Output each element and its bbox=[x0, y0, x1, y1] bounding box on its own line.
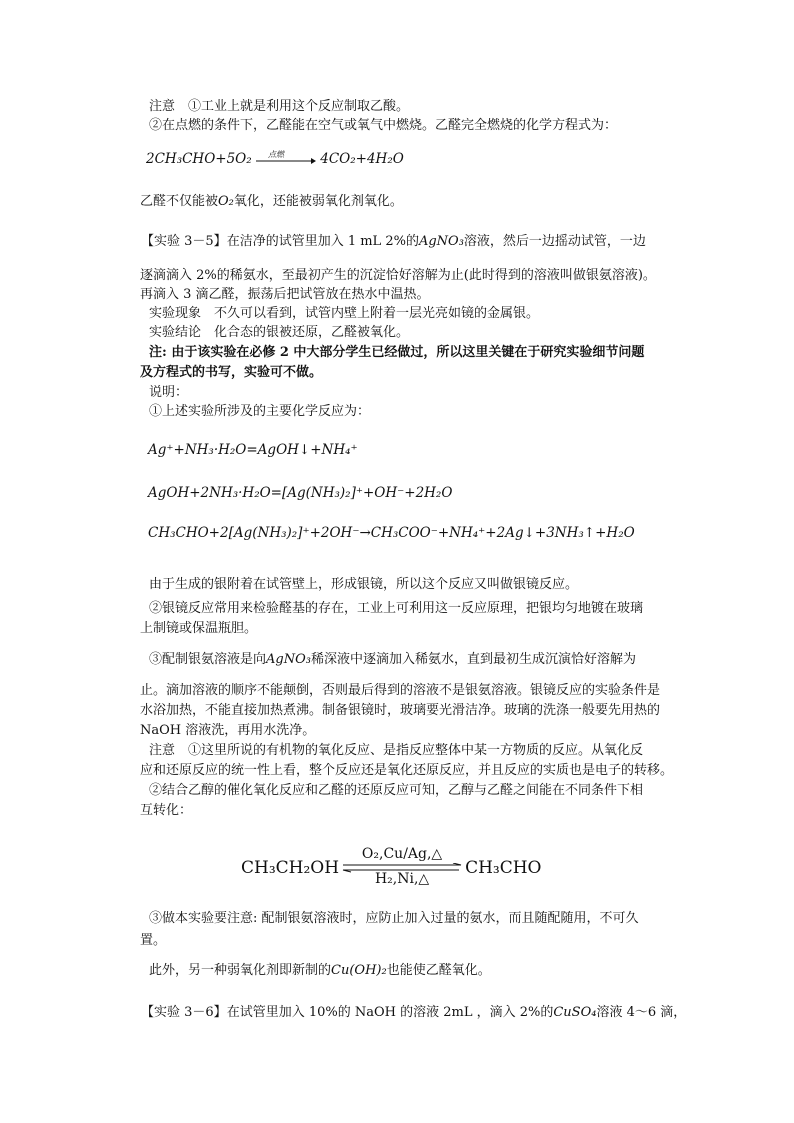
paragraph-line-30 bbox=[149, 962, 491, 980]
note-line-1: 注意 ①工业上就是利用这个反应制取乙酸。 bbox=[149, 99, 410, 114]
formula-agno3: AgNO₃ bbox=[266, 652, 311, 667]
bold-note-line-1: 注: 由于该实验在必修 2 中大部分学生已经做过，所以这里关键在于研究实验细节问题 bbox=[149, 345, 645, 360]
paragraph-line-20 bbox=[149, 651, 636, 669]
text-part: 此外，另一种弱氧化剂即新制的 bbox=[149, 963, 332, 978]
equation-left: 2CH₃CHO+5O₂ bbox=[146, 151, 252, 167]
reverse-condition: H₂,Ni,△ bbox=[374, 871, 430, 887]
explanation-item-1: ①上述实验所涉及的主要化学反应为： bbox=[149, 404, 371, 419]
experiment-tag: 【实验 3－5】 bbox=[141, 234, 227, 249]
experiment-tag: 【实验 3－6】 bbox=[141, 1005, 227, 1020]
paragraph-line-6: 逐滴滴入 2%的稀氨水，至最初产生的沉淀恰好溶解为止(此时得到的溶液叫做银氨溶液)。 bbox=[140, 268, 656, 283]
text-part: 溶液，然后一边摇动试管，一边 bbox=[463, 234, 646, 249]
paragraph-line-29: 置。 bbox=[140, 933, 167, 948]
paragraph-line-24: 注意 ①这里所说的有机物的氧化反应、是指反应整体中某一方物质的反应。从氧化反 bbox=[149, 743, 644, 758]
text-part: 溶液 4～6 滴， bbox=[596, 1005, 687, 1020]
paragraph-line-28: ③做本实验要注意: 配制银氨溶液时，应防止加入过量的氨水，而且随配随用，不可久 bbox=[149, 911, 639, 926]
paragraph-line-26: ②结合乙醇的催化氧化反应和乙醛的还原反应可知，乙醇与乙醛之间能在不同条件下相 bbox=[149, 783, 644, 798]
arrow-icon bbox=[256, 157, 316, 165]
paragraph-line-21: 止。滴加溶液的顺序不能颠倒，否则最后得到的溶液不是银氨溶液。银镜反应的实验条件是 bbox=[140, 683, 661, 698]
equation-4: CH₃CHO+2[Ag(NH₃)₂]⁺+2OH⁻→CH₃COO⁻+NH₄⁺+2Ag↓+3NH₃↑+H₂O bbox=[148, 525, 635, 541]
equation-2: Ag⁺+NH₃·H₂O=AgOH↓+NH₄⁺ bbox=[148, 442, 358, 458]
paragraph-line-18: ②银镜反应常用来检验醛基的存在，工业上可利用这一反应原理，把银均匀地镀在玻璃 bbox=[149, 601, 644, 616]
formula-agno3: AgNO₃ bbox=[418, 234, 464, 249]
phenomenon-line: 实验现象 不久可以看到，试管内壁上附着一层光亮如镜的金属银。 bbox=[149, 306, 540, 321]
reaction-conditions bbox=[341, 846, 463, 890]
formula-cuso4: CuSO₄ bbox=[553, 1005, 597, 1020]
text-part: 在洁净的试管里加入 1 mL 2%的 bbox=[226, 234, 419, 249]
text-part: 也能使乙醛氧化。 bbox=[386, 963, 491, 978]
paragraph-line-25: 应和还原反应的统一性上看，整个反应还是氧化还原反应，并且反应的实质也是电子的转移。 bbox=[140, 763, 674, 778]
conclusion-line: 实验结论 化合态的银被还原，乙醛被氧化。 bbox=[149, 325, 410, 340]
bold-note-line-2: 及方程式的书写，实验可不做。 bbox=[140, 365, 323, 380]
combustion-equation bbox=[146, 150, 404, 168]
condition-arrow bbox=[256, 149, 316, 167]
experiment-3-5-line bbox=[141, 233, 646, 251]
paragraph-line-23: NaOH 溶液洗，再用水洗净。 bbox=[140, 723, 316, 738]
formula-o2: O₂ bbox=[218, 194, 234, 209]
text-part: 在试管里加入 10%的 NaOH 的溶液 2mL ，滴入 2%的 bbox=[226, 1005, 554, 1020]
note-line-2: ②在点燃的条件下，乙醛能在空气或氧气中燃烧。乙醛完全燃烧的化学方程式为： bbox=[149, 118, 618, 133]
equation-right: 4CO₂+4H₂O bbox=[320, 151, 404, 167]
experiment-3-6-line bbox=[141, 1004, 686, 1022]
product: CH₃CHO bbox=[465, 858, 542, 878]
reversible-reaction bbox=[241, 846, 541, 890]
text-part: 稀深液中逐滴加入稀氨水，直到最初生成沉演恰好溶解为 bbox=[310, 652, 636, 667]
reactant: CH₃CH₂OH bbox=[241, 858, 340, 878]
paragraph-line-7: 再滴入 3 滴乙醛，振荡后把试管放在热水中温热。 bbox=[140, 287, 430, 302]
equation-3: AgOH+2NH₃·H₂O=[Ag(NH₃)₂]⁺+OH⁻+2H₂O bbox=[148, 485, 453, 501]
text-part: 氧化，还能被弱氧化剂氧化。 bbox=[233, 194, 403, 209]
forward-condition: O₂,Cu/Ag,△ bbox=[361, 846, 443, 862]
text-part: 乙醛不仅能被 bbox=[140, 194, 219, 209]
explanation-heading: 说明： bbox=[149, 385, 189, 400]
oxidation-line bbox=[140, 193, 403, 211]
paragraph-line-22: 水浴加热，不能直接加热煮沸。制备银镜时，玻璃要光滑洁净。玻璃的洗涤一般要先用热的 bbox=[140, 703, 661, 718]
paragraph-line-17: 由于生成的银附着在试管壁上，形成银镜，所以这个反应又叫做银镜反应。 bbox=[149, 577, 579, 592]
condition-label: 点燃 bbox=[267, 149, 284, 159]
text-part: ③配制银氨溶液是向 bbox=[149, 652, 267, 667]
paragraph-line-19: 上制镜或保温瓶胆。 bbox=[140, 621, 258, 636]
formula-cuoh2: Cu(OH)₂ bbox=[331, 963, 387, 978]
paragraph-line-27: 互转化： bbox=[140, 803, 193, 818]
